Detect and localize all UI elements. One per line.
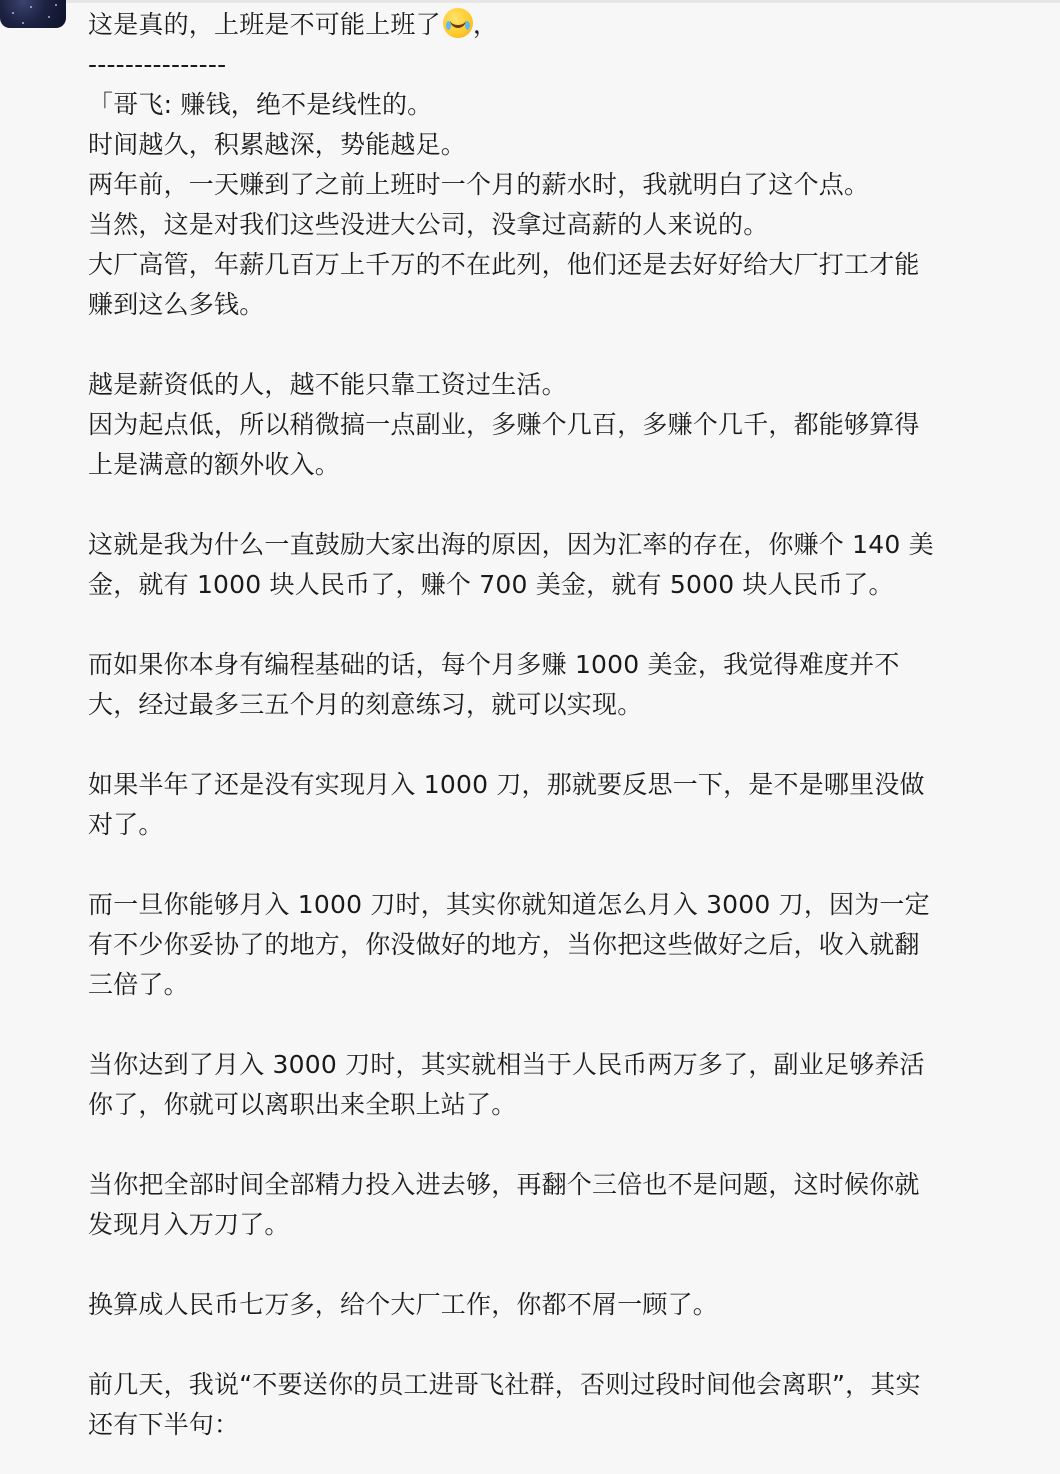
post-line: 金，就有 1000 块人民币了，赚个 700 美金，就有 5000 块人民币了。 (88, 570, 894, 599)
post-body (88, 5, 1028, 1445)
post-line: 当你把全部时间全部精力投入进去够，再翻个三倍也不是问题，这时候你就 (88, 1170, 920, 1199)
divider-text: --------------- (88, 50, 227, 79)
post-line: 对了。 (88, 810, 164, 839)
tears-of-joy-emoji-icon (443, 8, 473, 38)
post-line: 两年前，一天赚到了之前上班时一个月的薪水时，我就明白了这个点。 (88, 170, 870, 199)
post-line-0 (88, 5, 1028, 45)
blank-line (88, 1325, 1028, 1365)
post-line: 时间越久，积累越深，势能越足。 (88, 130, 467, 159)
post-line: 大，经过最多三五个月的刻意练习，就可以实现。 (88, 690, 643, 719)
avatar[interactable] (0, 0, 66, 28)
post-line: 前几天，我说“不要送你的员工进哥飞社群，否则过段时间他会离职”，其实 (88, 1370, 921, 1399)
post-line: 而一旦你能够月入 1000 刀时，其实你就知道怎么月入 3000 刀，因为一定 (88, 890, 930, 919)
blank-line (88, 605, 1028, 645)
post-line: 当你达到了月入 3000 刀时，其实就相当于人民币两万多了，副业足够养活 (88, 1050, 925, 1079)
post-line: 如果半年了还是没有实现月入 1000 刀，那就要反思一下，是不是哪里没做 (88, 770, 925, 799)
blank-line (88, 1005, 1028, 1045)
post-line: 上是满意的额外收入。 (88, 450, 341, 479)
post-line: 你了，你就可以离职出来全职上站了。 (88, 1090, 517, 1119)
post-line: 换算成人民币七万多，给个大厂工作，你都不屑一顾了。 (88, 1290, 719, 1319)
blank-line (88, 845, 1028, 885)
blank-line (88, 1125, 1028, 1165)
post-line: 还有下半句： (88, 1410, 240, 1439)
blank-line (88, 325, 1028, 365)
post-line: 这就是我为什么一直鼓励大家出海的原因，因为汇率的存在，你赚个 140 美 (88, 530, 934, 559)
post-text: 这是真的，上班是不可能上班了 (88, 10, 441, 39)
post-line: 因为起点低，所以稍微搞一点副业，多赚个几百，多赚个几千，都能够算得 (88, 410, 920, 439)
post-line: 发现月入万刀了。 (88, 1210, 290, 1239)
post-line: 赚到这么多钱。 (88, 290, 265, 319)
blank-line (88, 725, 1028, 765)
post-line: 当然，这是对我们这些没进大公司，没拿过高薪的人来说的。 (88, 210, 769, 239)
post-line: 大厂高管，年薪几百万上千万的不在此列，他们还是去好好给大厂打工才能 (88, 250, 920, 279)
post-line: 而如果你本身有编程基础的话，每个月多赚 1000 美金，我觉得难度并不 (88, 650, 900, 679)
post-line: 越是薪资低的人，越不能只靠工资过生活。 (88, 370, 567, 399)
post-line: 「哥飞: 赚钱，绝不是线性的。 (88, 90, 433, 119)
post-line: 三倍了。 (88, 970, 189, 999)
top-divider (0, 0, 1060, 3)
post-text-suffix: ， (472, 10, 499, 39)
post-line: 有不少你妥协了的地方，你没做好的地方，当你把这些做好之后，收入就翻 (88, 930, 920, 959)
blank-line (88, 485, 1028, 525)
blank-line (88, 1245, 1028, 1285)
